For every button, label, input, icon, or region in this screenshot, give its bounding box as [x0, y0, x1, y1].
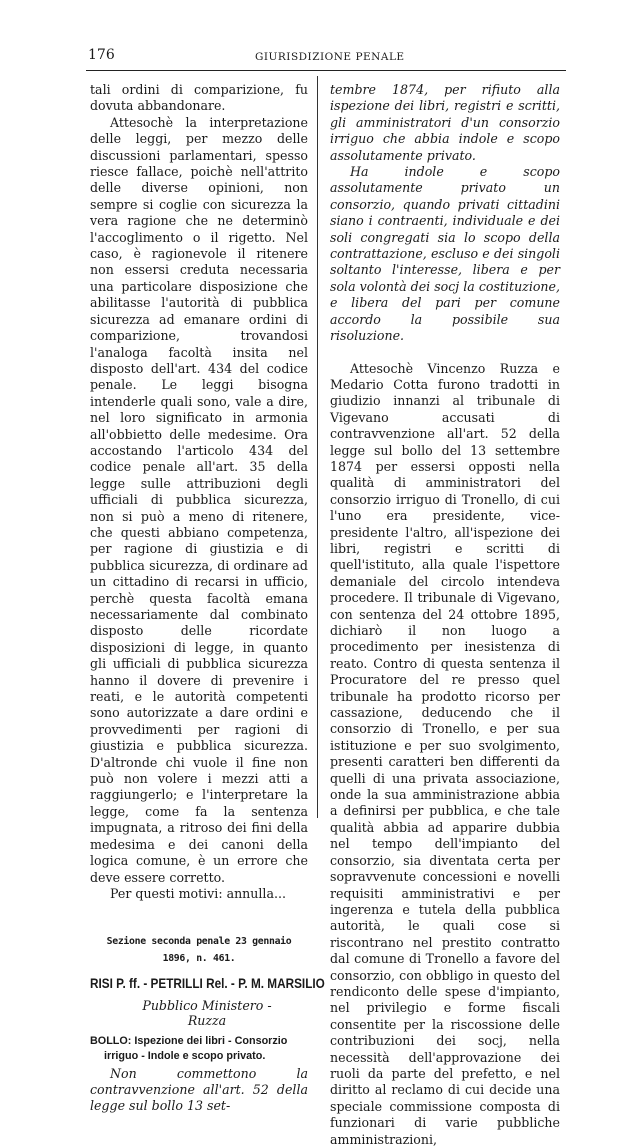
case-section-date: Sezione seconda penale 23 gennaio 1896, n. 461.: [90, 934, 308, 967]
column-divider: [317, 76, 318, 818]
judgment-body: Attesochè Vincenzo Ruzza e Medario Cotta furono tradotti in giudizio innanzi al tribunale di Vigevano accusati di contravvenzione all'art. 52 della legge sul bollo del 13 settembre 1874 per essersi opposti nella qualità di amministratori del consorzio irriguo di Tronello, di cui l'uno era presidente, vice-presidente l'altro, all'ispezione dei libri, registri e scritti di quell'istituto, alla quale l'ispettore demaniale del circolo intendeva procedere. Il tribunale di Vigevano, con sentenza del 24 ottobre 1895, dichiarò il non luogo a procedimento per inesistenza di reato. Contro di questa sentenza il Procuratore del re presso quel tribunale ha prodotto ricorso per cassazione, deducendo che il consorzio di Tronello, e per sua istituzione e per suo svolgimento, presenti caratteri ben differenti da quelli di una privata associazione, onde la sua amministrazione abbia a definirsi per pubblica, e che tale qualità abbia ad apparire dubbia nel tempo dell'impianto del consorzio, sia diventata certa per sopravvenute concessioni e novelli requisiti amministrativi e per ingerenza e tutela della pubblica autorità, le quali cose si riscontrano nel prestito contratto dal comune di Tronello a favore del consorzio, con obbligo in questo del rendiconto delle spese d'impianto, nel privilegio e forme fiscali consentite per la riscossione delle contribuzioni dei socj, nella necessità dell'approvazione dei ruoli da parte del prefetto, e nel diritto al reclamo di cui decide una speciale commissione composta di funzionari di varie pubbliche amministrazioni,: [330, 361, 560, 1148]
paragraph: Attesochè la interpretazione delle leggi, per mezzo delle discussioni parlamentari, spesso riesce fallace, poichè nell'attrito delle diverse opinioni, non sempre si coglie con sicurezza la vera ragione che ne determinò l'accoglimento o il rigetto. Nel caso, è ragionevole il ritenere non essersi creduta necessaria una particolare disposizione che abilitasse l'autorità di pubblica sicurezza ad emanare ordini di comparizione, trovandosi l'analoga facoltà insita nel disposto dell'art. 434 del codice penale. Le leggi bisogna intenderle quali sono, vale a dire, nel loro significato in armonia all'obbietto delle medesime. Ora accostando l'articolo 434 del codice penale all'art. 35 della legge sulle attribuzioni degli ufficiali di pubblica sicurezza, non si può a meno di ritenere, che questi abbiano competenza, per ragione di giustizia e di pubblica sicurezza, di ordinare ad un cittadino di recarsi in ufficio, perchè questa facoltà emana necessariamente dal combinato disposto delle ricordate disposizioni di legge, in quanto gli ufficiali di pubblica sicurezza hanno il dovere di prevenire i reati, e le autorità competenti sono autorizzate a dare ordini e provvedimenti per ragioni di giustizia e pubblica sicurezza. D'altronde chi vuole il fine non può non volere i mezzi atti a raggiungerlo; e l'interpretare la legge, come fa la sentenza impugnata, a ritroso dei fini della medesima e dei canoni della logica comune, è un errore che deve essere corretto.: [90, 115, 308, 886]
case-subject: [90, 1034, 308, 1064]
defendant-name: Ruzza: [188, 1013, 226, 1028]
paragraph: tali ordini di comparizione, fu dovuta abbandonare.: [90, 82, 308, 115]
running-title: GIURISDIZIONE PENALE: [255, 51, 405, 63]
paragraph: Per questi motivi: annulla...: [90, 886, 308, 902]
maxim-continuation: tembre 1874, per rifiuto alla ispezione dei libri, registri e scritti, gli amministratori d'un consorzio irriguo che abbia indole e scopo assolutamente privato.: [330, 82, 560, 164]
maxim-start: Non commettono la contravvenzione all'art. 52 della legge sul bollo 13 set-: [90, 1066, 308, 1115]
left-column: [90, 82, 308, 1115]
public-ministry-label: Pubblico Ministero -: [142, 998, 271, 1013]
right-column: [330, 82, 560, 1148]
case-parties: RISI P. ff. - PETRILLI Rel. - P. M. MARSILIO: [90, 975, 273, 991]
maxim-second: Ha indole e scopo assolutamente privato un consorzio, quando privati cittadini siano i contraenti, individuale e dei soli congregati sia lo scopo della contrattazione, escluso e dei singoli soltanto l'interesse, libera e per sola volontà dei socj la costituzione, e libera del pari per comune accordo la possibile sua risoluzione.: [330, 164, 560, 344]
subject-label: BOLLO: [90, 1035, 128, 1047]
page-number: 176: [88, 47, 115, 63]
case-party-line: [90, 998, 308, 1028]
subject-text: : Ispezione dei libri - Consorzio irriguo - Indole e scopo privato.: [104, 1035, 287, 1062]
header-rule: [86, 70, 566, 71]
